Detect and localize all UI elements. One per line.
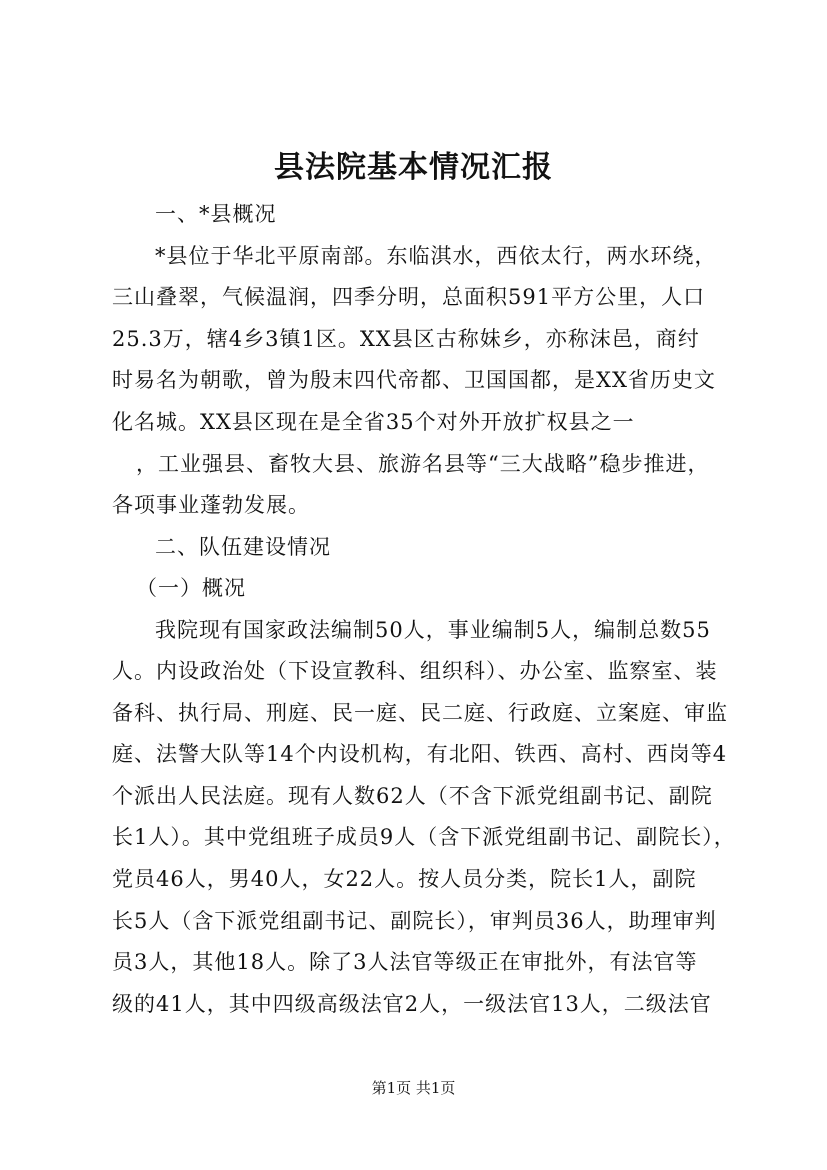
paragraph-line: 个派出人民法庭。现有人数62人（不含下派党组副书记、副院 bbox=[112, 784, 713, 808]
paragraph-line: 时易名为朝歌，曾为殷末四代帝都、卫国国都，是XX省历史文 bbox=[112, 368, 716, 392]
paragraph-line: 人。内设政治处（下设宣教科、组织科）、办公室、监察室、装 bbox=[112, 659, 718, 683]
paragraph-line: 长5人（含下派党组副书记、副院长），审判员36人，助理审判 bbox=[112, 909, 717, 933]
paragraph-line: 我院现有国家政法编制50人，事业编制5人，编制总数55 bbox=[155, 618, 711, 642]
paragraph-line: 级的41人，其中四级高级法官2人，一级法官13人，二级法官 bbox=[112, 992, 712, 1016]
paragraph-line: 党员46人，男40人，女22人。按人员分类，院长1人，副院 bbox=[112, 867, 697, 891]
paragraph-line: 三山叠翠，气候温润，四季分明，总面积591平方公里，人口 bbox=[112, 285, 706, 309]
paragraph-line: 25.3万，辖4乡3镇1区。XX县区古称妹乡，亦称沫邑，商纣 bbox=[112, 327, 700, 351]
page-footer: 第1页 共1页 bbox=[371, 1079, 456, 1097]
document-title: 县法院基本情况汇报 bbox=[274, 150, 553, 185]
paragraph-line: 员3人，其他18人。除了3人法官等级正在审批外，有法官等 bbox=[112, 950, 698, 974]
paragraph-line: 备科、执行局、刑庭、民一庭、民二庭、行政庭、立案庭、审监 bbox=[112, 701, 728, 725]
section-heading: 一、*县概况 bbox=[155, 202, 277, 226]
paragraph-line: 庭、法警大队等14个内设机构，有北阳、铁西、高村、西岗等4 bbox=[112, 742, 728, 766]
paragraph-line: 各项事业蓬勃发展。 bbox=[112, 493, 310, 517]
subsection-heading: （一）概况 bbox=[136, 576, 246, 600]
section-heading: 二、队伍建设情况 bbox=[155, 535, 331, 559]
paragraph-line: *县位于华北平原南部。东临淇水，西依太行，两水环绕， bbox=[155, 244, 717, 268]
paragraph-line: 长1人）。其中党组班子成员9人（含下派党组副书记、副院长）， bbox=[112, 825, 736, 849]
paragraph-line: 化名城。XX县区现在是全省35个对外开放扩权县之一 bbox=[112, 410, 635, 434]
paragraph-line: ，工业强县、畜牧大县、旅游名县等“三大战略”稳步推进， bbox=[136, 452, 710, 476]
